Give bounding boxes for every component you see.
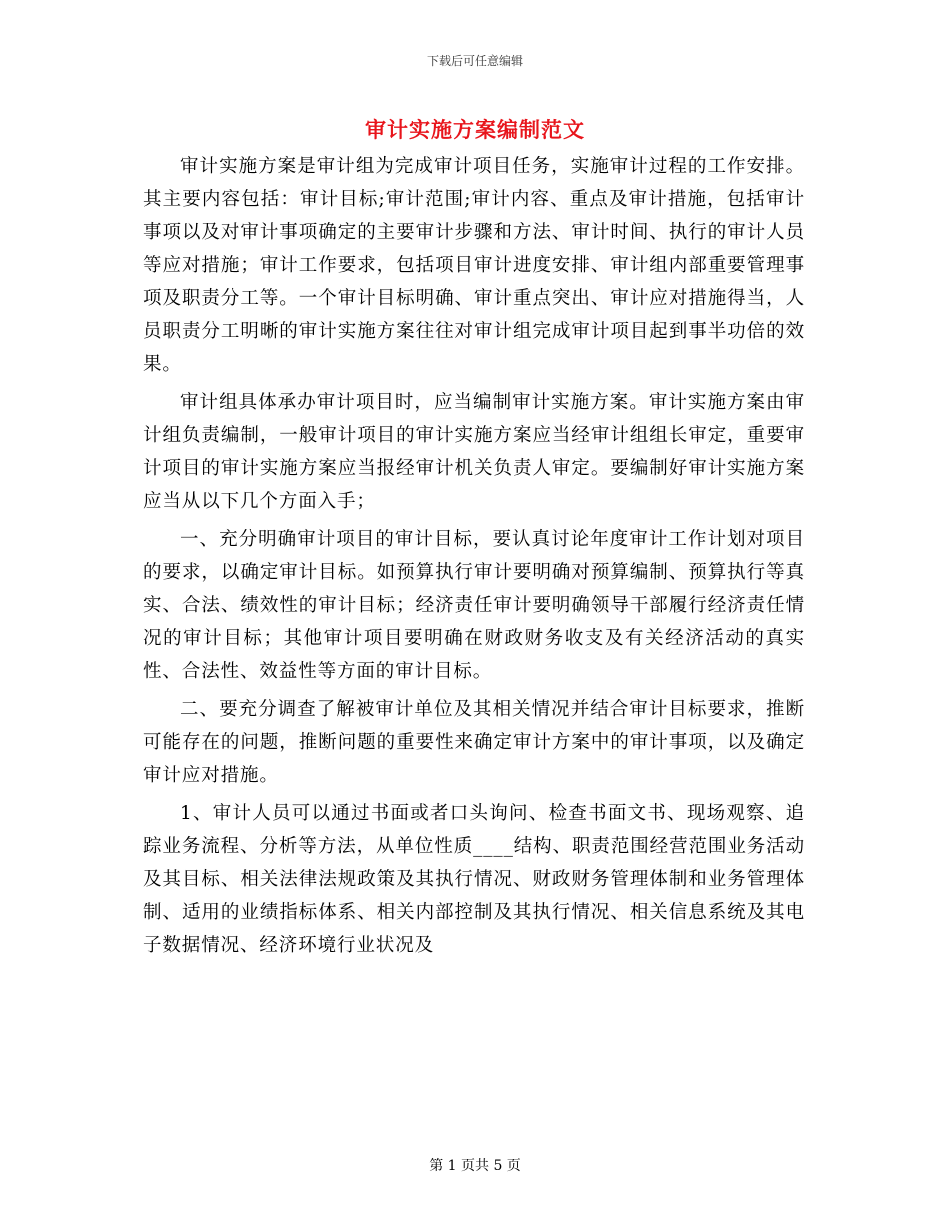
page-header: 下载后可任意编辑 xyxy=(426,54,523,68)
paragraph-item-1: 1、审计人员可以通过书面或者口头询问、检查书面文书、现场观察、追踪业务流程、分析等方法，从单位性质____结构、职责范围经营范围业务活动及其目标、相关法律法规政策及其执行情况、财政财务管理体制和业务管理体制、适用的业绩指标体系、相关内部控制及其执行情况、相关信息系统及其电子数据情况、经济环境行业状况及 xyxy=(143,803,805,956)
paragraph-compilation: 审计组具体承办审计项目时，应当编制审计实施方案。审计实施方案由审计组负责编制，一般审计项目的审计实施方案应当经审计组组长审定，重要审计项目的审计实施方案应当报经审计机关负责人审定。要编制好审计实施方案应当从以下几个方面入手； xyxy=(143,392,805,512)
paragraph-section-2: 二、要充分调查了解被审计单位及其相关情况并结合审计目标要求，推断可能存在的问题，推断问题的重要性来确定审计方案中的审计事项，以及确定审计应对措施。 xyxy=(143,699,805,786)
page-number: 第 1 页共 5 页 xyxy=(429,1158,521,1174)
paragraph-section-1: 一、充分明确审计项目的审计目标，要认真讨论年度审计工作计划对项目的要求，以确定审计目标。如预算执行审计要明确对预算编制、预算执行等真实、合法、绩效性的审计目标；经济责任审计要明确领导干部履行经济责任情况的审计目标；其他审计项目要明确在财政财务收支及有关经济活动的真实性、合法性、效益性等方面的审计目标。 xyxy=(143,529,805,682)
document-body xyxy=(143,150,805,967)
document-title: 审计实施方案编制范文 xyxy=(365,117,585,142)
paragraph-intro: 审计实施方案是审计组为完成审计项目任务，实施审计过程的工作安排。其主要内容包括：审计目标;审计范围;审计内容、重点及审计措施，包括审计事项以及对审计事项确定的主要审计步骤和方法、审计时间、执行的审计人员等应对措施；审计工作要求，包括项目审计进度安排、审计组内部重要管理事项及职责分工等。一个审计目标明确、审计重点突出、审计应对措施得当，人员职责分工明晰的审计实施方案往往对审计组完成审计项目起到事半功倍的效果。 xyxy=(143,156,805,375)
